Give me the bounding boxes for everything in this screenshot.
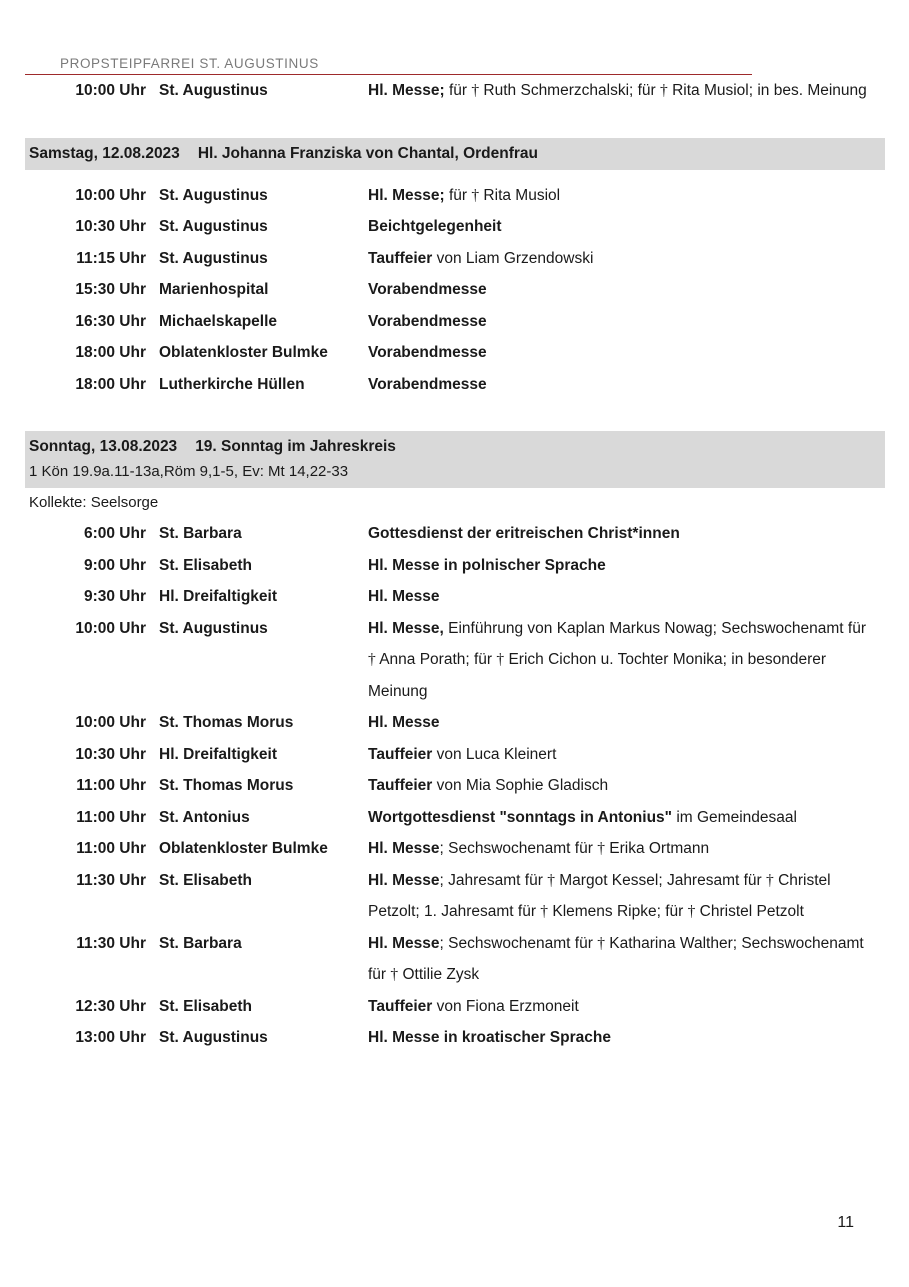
service-row — [58, 369, 885, 401]
service-row — [58, 991, 885, 1023]
service-description — [368, 243, 868, 275]
service-title: Hl. Messe; — [368, 82, 445, 99]
spacer — [25, 400, 885, 431]
service-title: Tauffeier — [368, 249, 433, 267]
service-row — [58, 613, 885, 708]
service-place: Oblatenkloster Bulmke — [159, 840, 328, 857]
service-place: Hl. Dreifaltigkeit — [159, 745, 277, 763]
service-time: 6:00 Uhr — [83, 525, 146, 542]
service-description — [368, 707, 868, 739]
service-detail: für † Ruth Schmerzchalski; für † Rita Musiol; in bes. Meinung — [444, 82, 867, 99]
service-detail: von Luca Kleinert — [432, 745, 557, 763]
service-description — [368, 1022, 868, 1054]
service-time: 11:00 Uhr — [76, 777, 146, 794]
service-place: St. Augustinus — [159, 186, 268, 204]
service-row — [58, 865, 885, 928]
service-row — [58, 75, 885, 107]
service-place: St. Antonius — [159, 808, 250, 826]
service-description — [368, 802, 868, 834]
service-row — [58, 1022, 885, 1054]
service-time: 10:30 Uhr — [75, 218, 146, 235]
service-detail: für † Rita Musiol — [444, 186, 561, 204]
service-place: St. Barbara — [159, 525, 242, 542]
service-row — [58, 550, 885, 582]
service-time: 10:00 Uhr — [75, 619, 146, 637]
service-time: 18:00 Uhr — [75, 344, 146, 361]
service-title: Vorabendmesse — [368, 281, 487, 298]
service-time: 11:00 Uhr — [76, 808, 146, 826]
day-header-band — [25, 138, 885, 170]
day-feast: 19. Sonntag im Jahreskreis — [195, 438, 396, 455]
service-description — [368, 991, 868, 1023]
service-title: Hl. Messe — [368, 871, 440, 889]
service-row — [58, 211, 885, 243]
service-description — [368, 833, 868, 865]
service-time: 16:30 Uhr — [75, 312, 146, 330]
service-time: 10:00 Uhr — [75, 714, 146, 731]
service-row — [58, 180, 885, 212]
service-title: Beichtgelegenheit — [368, 218, 502, 235]
service-row — [58, 306, 885, 338]
service-time: 13:00 Uhr — [75, 1029, 146, 1046]
service-title: Hl. Messe — [368, 588, 440, 605]
service-detail: Einführung von Kaplan Markus Nowag; Sechswochenamt für † Anna Porath; für † Erich Cichon u. Tochter Monika; in besonderer Meinung — [368, 619, 866, 700]
service-description — [368, 865, 868, 928]
service-description — [368, 928, 868, 991]
service-description — [368, 337, 868, 369]
service-description — [368, 306, 868, 338]
service-place: Marienhospital — [159, 281, 269, 298]
service-place: St. Elisabeth — [159, 997, 253, 1015]
service-time: 11:30 Uhr — [76, 934, 146, 952]
service-place: St. Barbara — [159, 934, 242, 952]
top-entries — [25, 75, 885, 107]
service-title: Hl. Messe, — [368, 619, 444, 637]
service-title: Tauffeier — [368, 777, 433, 794]
day-entries — [25, 180, 885, 401]
service-detail: von Mia Sophie Gladisch — [432, 777, 609, 794]
service-title: Hl. Messe — [368, 840, 440, 857]
service-place: St. Elisabeth — [159, 871, 253, 889]
day-section — [25, 138, 885, 401]
service-detail: von Liam Grzendowski — [432, 249, 594, 267]
service-title: Vorabendmesse — [368, 312, 487, 330]
service-description — [368, 739, 868, 771]
spacer — [25, 170, 885, 180]
day-sections — [25, 138, 885, 1054]
service-detail: ; Jahresamt für † Margot Kessel; Jahresamt für † Christel Petzolt; 1. Jahresamt für † Klemens Ripke; für † Christel Petzolt — [368, 871, 831, 920]
service-place: St. Augustinus — [159, 249, 268, 267]
service-title: Vorabendmesse — [368, 375, 487, 393]
service-description — [368, 613, 868, 708]
service-detail: im Gemeindesaal — [672, 808, 797, 826]
service-description — [368, 75, 868, 107]
service-description — [368, 369, 868, 401]
service-description — [368, 518, 868, 550]
service-row — [58, 707, 885, 739]
service-description — [368, 180, 868, 212]
service-time: 11:00 Uhr — [76, 840, 146, 857]
service-title: Hl. Messe — [368, 714, 440, 731]
service-place: St. Augustinus — [159, 82, 268, 99]
service-title: Tauffeier — [368, 745, 433, 763]
service-place: St. Elisabeth — [159, 556, 253, 574]
day-date: Samstag, 12.08.2023 — [29, 144, 180, 162]
service-row — [58, 833, 885, 865]
service-place: St. Augustinus — [159, 1029, 268, 1046]
service-title: Vorabendmesse — [368, 344, 487, 361]
service-place: St. Thomas Morus — [159, 714, 294, 731]
service-title: Hl. Messe; — [368, 186, 445, 204]
service-place: St. Augustinus — [159, 218, 268, 235]
day-date: Sonntag, 13.08.2023 — [29, 438, 178, 455]
service-row — [58, 518, 885, 550]
service-time: 12:30 Uhr — [75, 997, 146, 1015]
service-place: Oblatenkloster Bulmke — [159, 344, 328, 361]
service-time: 10:00 Uhr — [75, 186, 146, 204]
service-detail: ; Sechswochenamt für † Erika Ortmann — [439, 840, 710, 857]
day-readings: 1 Kön 19.9a.11-13a,Röm 9,1-5, Ev: Mt 14,22-33 — [29, 463, 349, 480]
service-time: 18:00 Uhr — [75, 375, 146, 393]
day-section — [25, 431, 885, 1054]
service-place: St. Augustinus — [159, 619, 268, 637]
service-row — [58, 770, 885, 802]
service-place: Michaelskapelle — [159, 312, 278, 330]
service-place: Hl. Dreifaltigkeit — [159, 588, 277, 605]
service-row — [58, 739, 885, 771]
service-time: 10:00 Uhr — [75, 82, 146, 99]
service-detail: von Fiona Erzmoneit — [432, 997, 579, 1015]
service-detail: ; Sechswochenamt für † Katharina Walther; Sechswochenamt für † Ottilie Zysk — [368, 934, 864, 983]
service-row — [58, 802, 885, 834]
service-title: Hl. Messe in polnischer Sprache — [368, 556, 606, 574]
day-feast: Hl. Johanna Franziska von Chantal, Ordenfrau — [197, 144, 539, 162]
service-row — [58, 274, 885, 306]
service-time: 10:30 Uhr — [75, 745, 146, 763]
service-time: 9:30 Uhr — [83, 588, 146, 605]
service-title: Hl. Messe — [368, 934, 440, 952]
service-row — [58, 243, 885, 275]
service-title: Tauffeier — [368, 997, 433, 1015]
page-content — [25, 56, 885, 1054]
service-time: 9:00 Uhr — [83, 556, 146, 574]
day-kollekte: Kollekte: Seelsorge — [29, 494, 159, 511]
day-entries — [25, 518, 885, 1054]
service-description — [368, 211, 868, 243]
day-header-band — [25, 431, 885, 488]
service-description — [368, 550, 868, 582]
spacer — [25, 107, 885, 138]
service-time: 11:30 Uhr — [76, 871, 146, 889]
service-description — [368, 770, 868, 802]
service-time: 15:30 Uhr — [75, 281, 146, 298]
day-header-line — [25, 435, 885, 459]
service-description — [368, 274, 868, 306]
service-title: Gottesdienst der eritreischen Christ*innen — [368, 525, 680, 542]
service-description — [368, 581, 868, 613]
service-row — [58, 337, 885, 369]
running-header: PROPSTEIPFARREI ST. AUGUSTINUS — [25, 56, 752, 75]
service-row — [58, 928, 885, 991]
service-time: 11:15 Uhr — [76, 249, 146, 267]
service-title: Hl. Messe in kroatischer Sprache — [368, 1029, 611, 1046]
service-row — [58, 581, 885, 613]
service-place: St. Thomas Morus — [159, 777, 294, 794]
day-header-line — [25, 142, 885, 166]
service-place: Lutherkirche Hüllen — [159, 375, 305, 393]
service-title: Wortgottesdienst "sonntags in Antonius" — [368, 808, 673, 826]
page-number: 11 — [837, 1214, 854, 1231]
